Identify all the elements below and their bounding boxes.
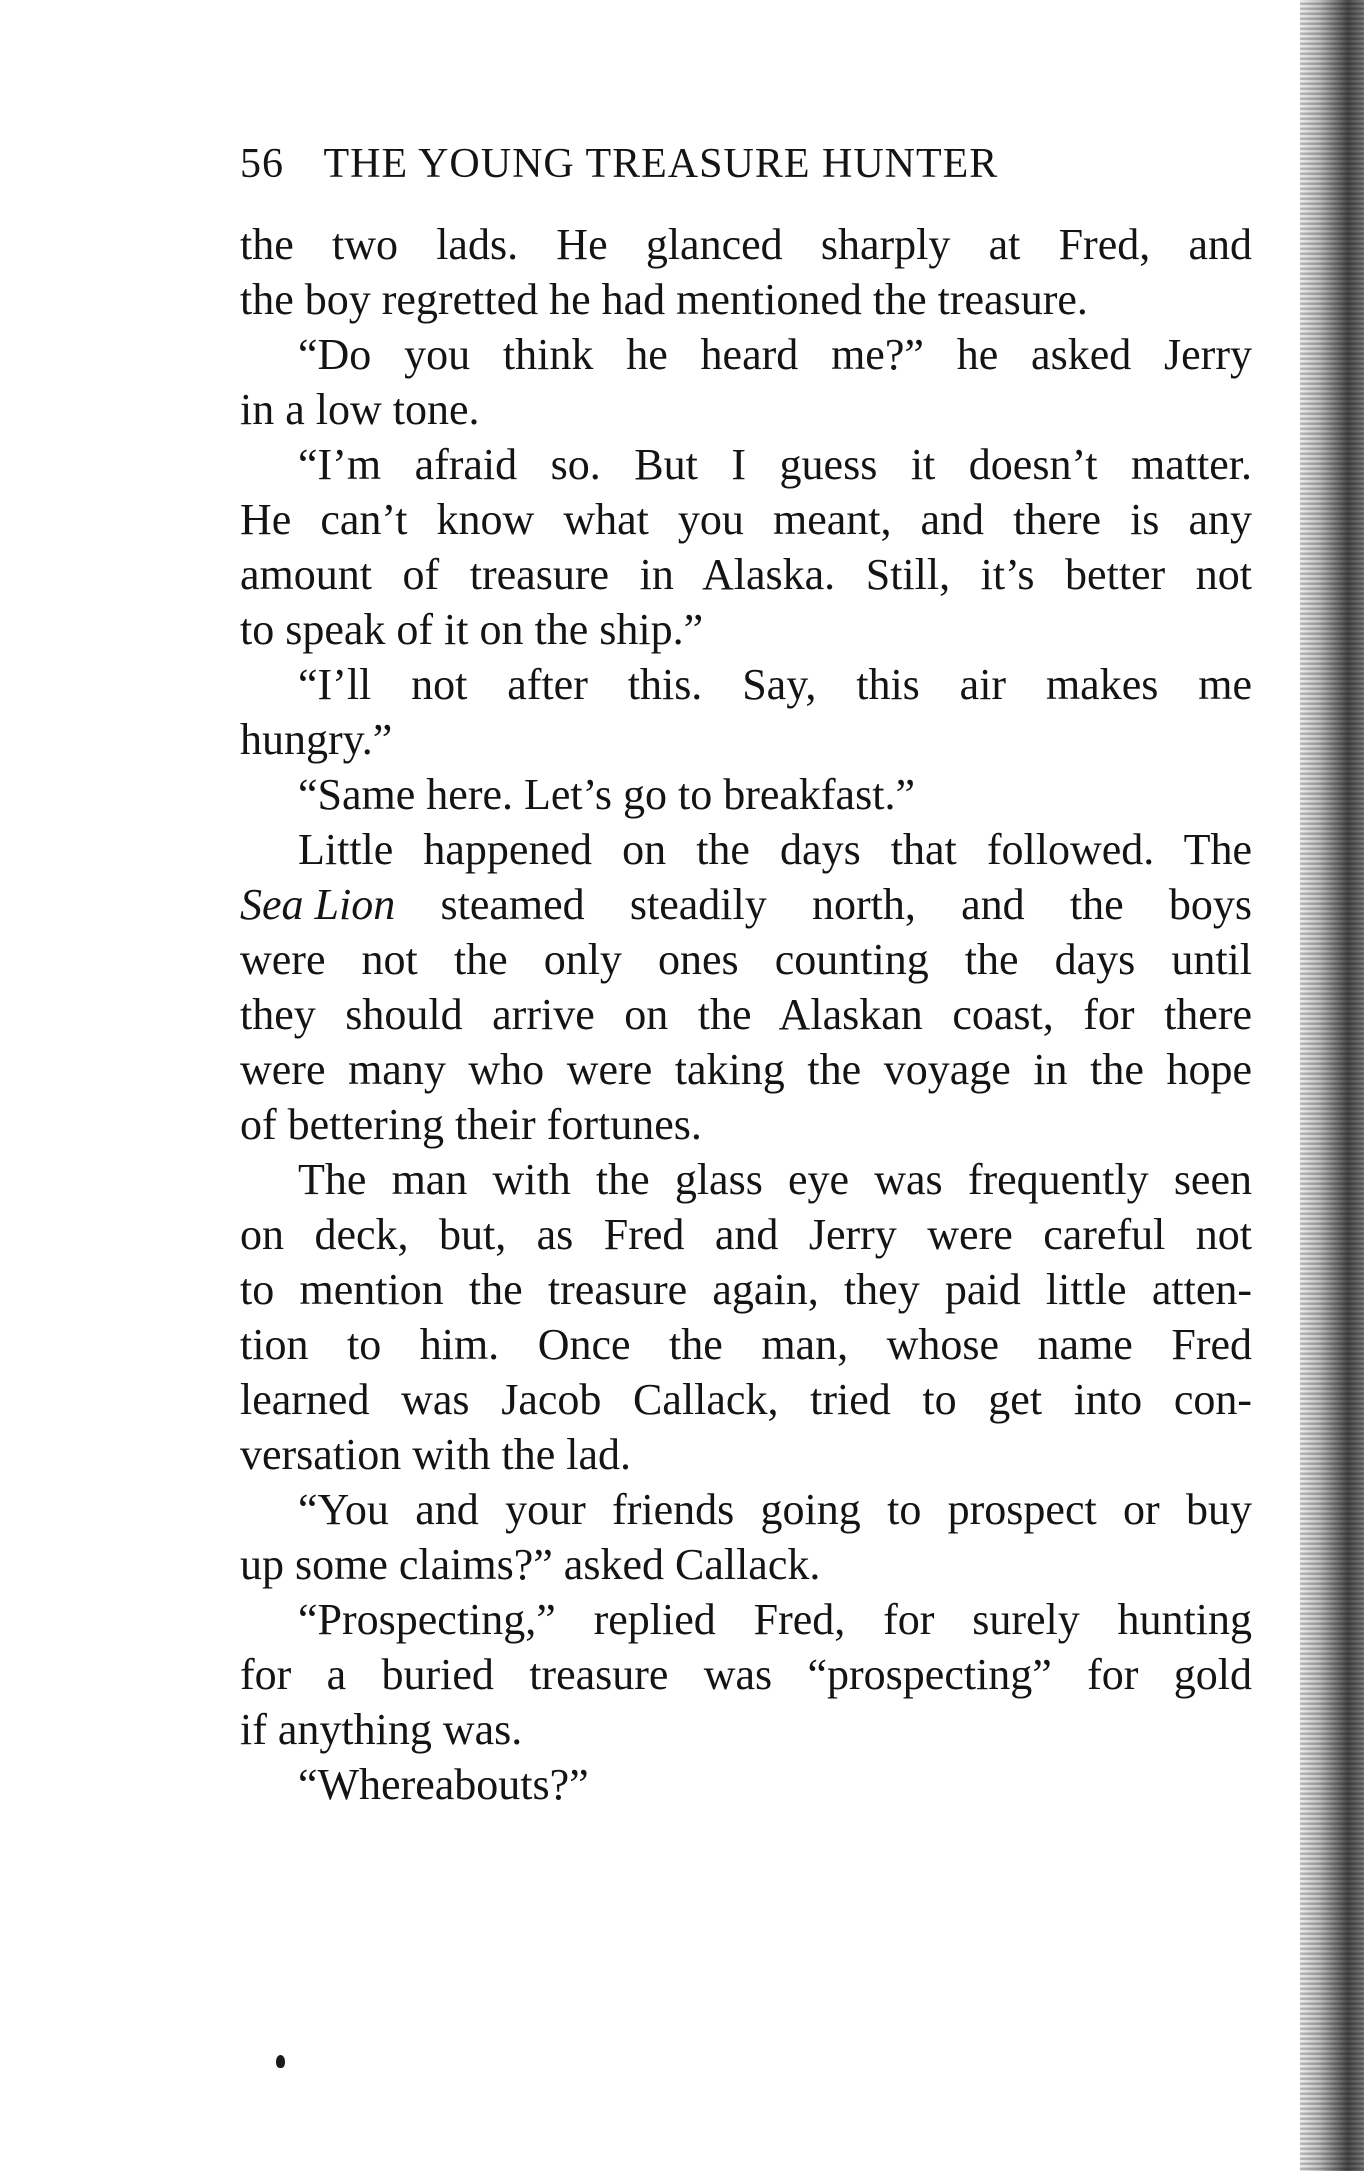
text-line: Little happened on the days that followed. The xyxy=(298,825,1252,874)
text-line: the two lads. He glanced sharply at Fred, and xyxy=(240,220,1252,269)
text-line: in a low tone. xyxy=(240,385,480,434)
text-line: they should arrive on the Alaskan coast, for there xyxy=(240,990,1252,1039)
text-line: up some claims?” asked Callack. xyxy=(240,1540,821,1589)
text-line: “You and your friends going to prospect or buy xyxy=(298,1485,1252,1534)
text-line: versation with the lad. xyxy=(240,1430,632,1479)
text-line: “Same here. Let’s go to breakfast.” xyxy=(298,770,915,819)
page-number: 56 xyxy=(240,141,284,187)
text-line: tion to him. Once the man, whose name Fred xyxy=(240,1320,1252,1369)
text-line: “Whereabouts?” xyxy=(298,1760,589,1809)
text-line: “Prospecting,” replied Fred, for surely hunting xyxy=(298,1595,1252,1644)
text-line: were not the only ones counting the days until xyxy=(240,935,1252,984)
text-line: to speak of it on the ship.” xyxy=(240,605,704,654)
text-line: were many who were taking the voyage in the hope xyxy=(240,1045,1252,1094)
text-line: if anything was. xyxy=(240,1705,523,1754)
body-text xyxy=(240,217,1252,1812)
ink-speck xyxy=(276,2055,285,2068)
running-head-title: THE YOUNG TREASURE HUNTER xyxy=(323,141,999,187)
text-line: The man with the glass eye was frequently seen xyxy=(298,1155,1252,1204)
text-line: amount of treasure in Alaska. Still, it’s better not xyxy=(240,550,1252,599)
binding-edge-shadow xyxy=(1300,0,1364,2171)
text-line: He can’t know what you meant, and there is any xyxy=(240,495,1252,544)
text-line: on deck, but, as Fred and Jerry were careful not xyxy=(240,1210,1252,1259)
text-line: learned was Jacob Callack, tried to get into con- xyxy=(240,1375,1252,1424)
text-line: the boy regretted he had mentioned the treasure. xyxy=(240,275,1088,324)
text-line: “Do you think he heard me?” he asked Jerry xyxy=(298,330,1252,379)
line-text: steamed steadily north, and the boys xyxy=(395,880,1252,929)
running-head xyxy=(240,140,1160,188)
text-line: for a buried treasure was “prospecting” for gold xyxy=(240,1650,1252,1699)
ship-name: Sea Lion xyxy=(240,880,396,929)
text-line: “I’ll not after this. Say, this air makes me xyxy=(298,660,1252,709)
text-line xyxy=(240,877,1252,932)
text-line: “I’m afraid so. But I guess it doesn’t matter. xyxy=(298,440,1252,489)
text-line: hungry.” xyxy=(240,715,393,764)
text-line: to mention the treasure again, they paid little atten- xyxy=(240,1265,1252,1314)
text-line: of bettering their fortunes. xyxy=(240,1100,702,1149)
